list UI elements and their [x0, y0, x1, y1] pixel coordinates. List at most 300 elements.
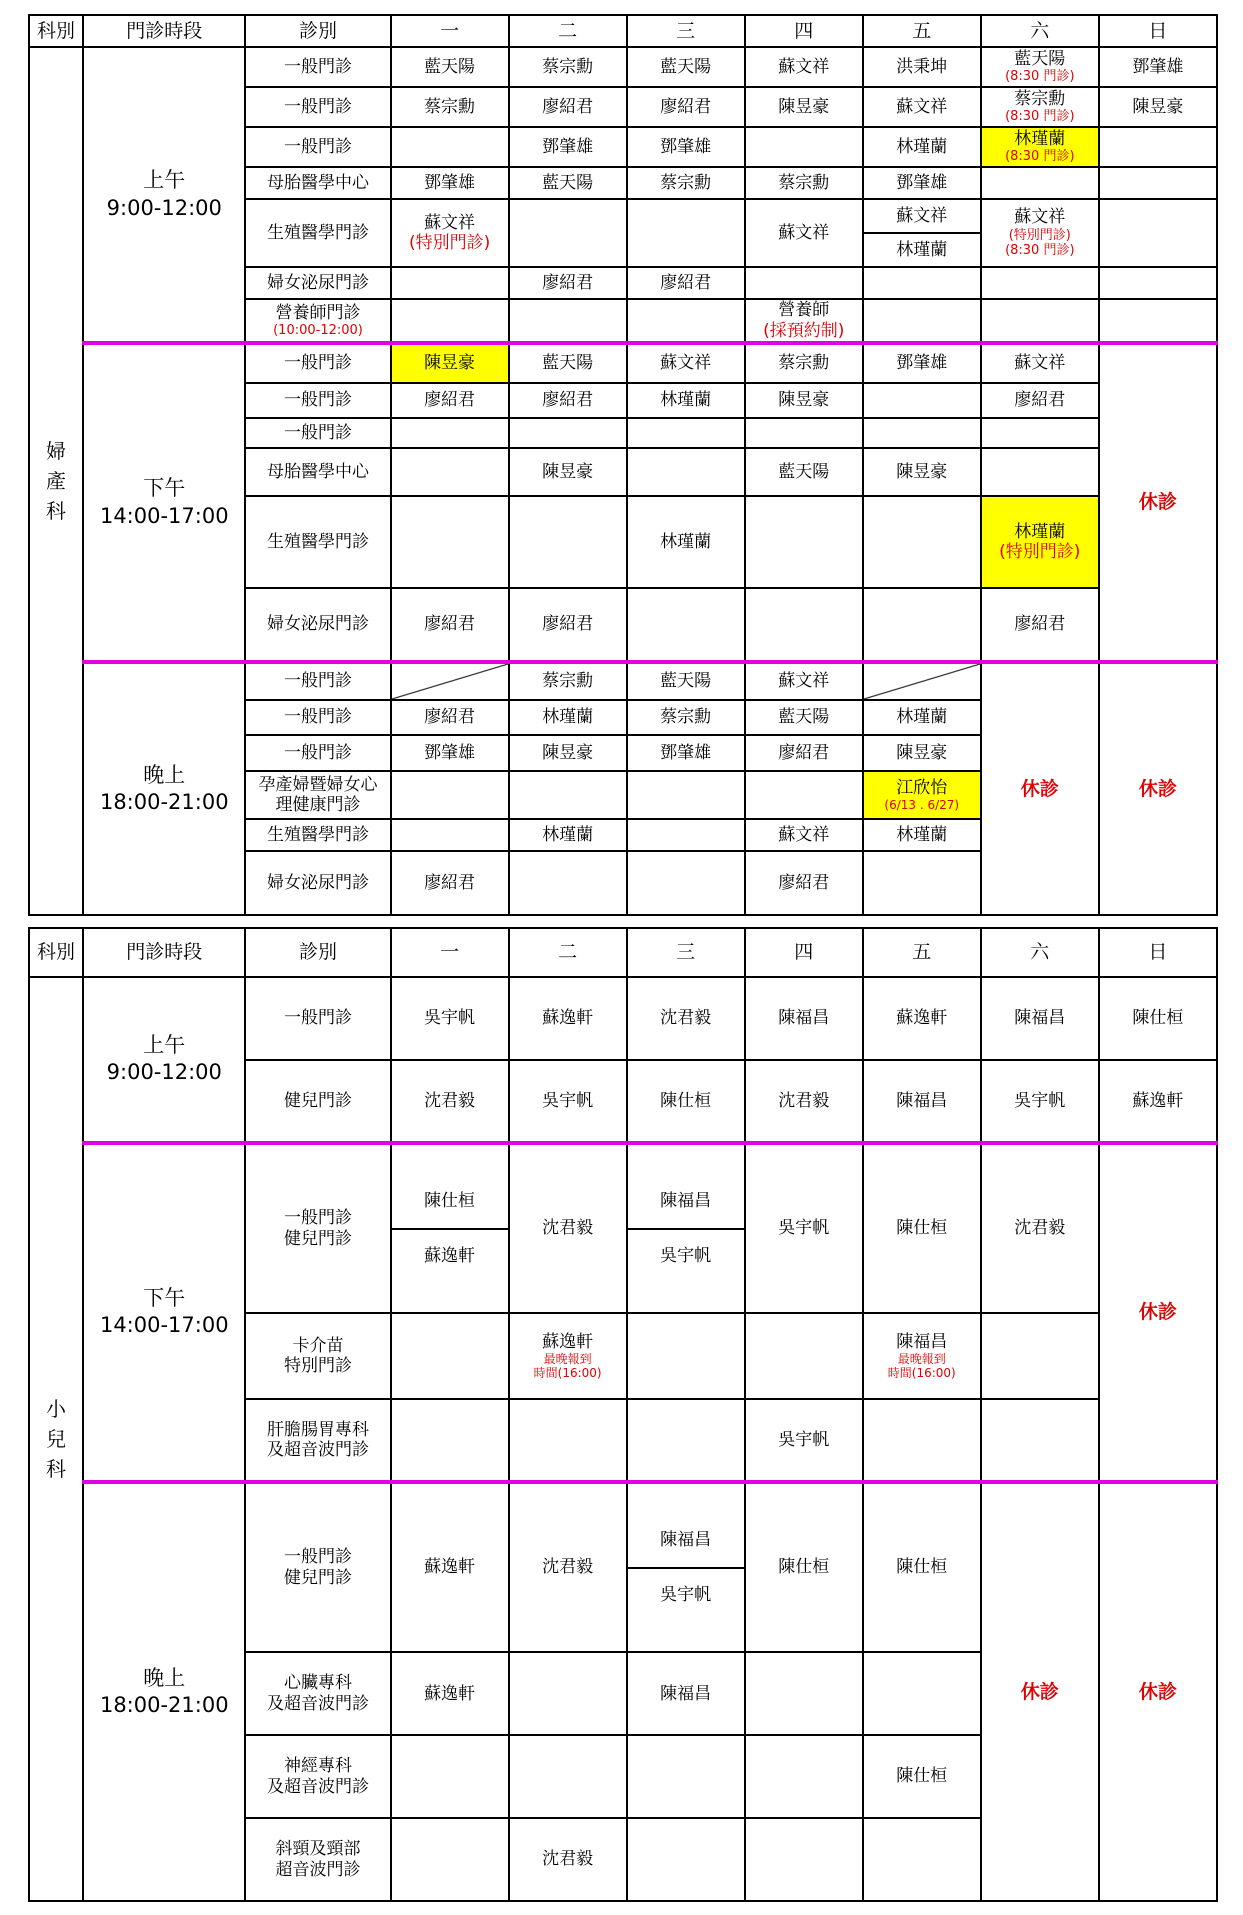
header-period: 門診時段 — [83, 15, 245, 47]
doctor-cell: 陳昱豪 — [745, 383, 863, 418]
clinic-name — [245, 771, 390, 819]
clinic-label: 及超音波門診 — [266, 1693, 369, 1714]
doctor-cell — [981, 299, 1099, 343]
closed-cell: 休診 — [981, 1482, 1099, 1901]
doctor-cell: 林瑾蘭 — [863, 819, 981, 851]
doctor-cell — [509, 1652, 627, 1735]
closed-cell: 休診 — [1099, 343, 1217, 662]
doctor-cell: 廖紹君 — [509, 588, 627, 662]
header-period: 門診時段 — [83, 928, 245, 977]
clinic-name: 一般門診 — [245, 418, 390, 448]
note: (特別門診) — [408, 233, 491, 253]
doctor-cell — [1099, 127, 1217, 167]
doctor-cell — [863, 851, 981, 915]
doctor-name: 陳福昌 — [660, 1529, 712, 1550]
doctor-cell: 沈君毅 — [509, 1482, 627, 1652]
doctor-name: 林瑾蘭 — [864, 232, 980, 266]
note: (特別門診) — [1008, 227, 1071, 243]
doctor-cell — [627, 851, 745, 915]
clinic-name: 一般門診 — [245, 127, 390, 167]
doctor-name: 江欣怡 — [896, 777, 948, 798]
doctor-cell: 林瑾蘭 — [509, 700, 627, 735]
doctor-cell: 陳仕桓 — [863, 1143, 981, 1313]
clinic-label: 特別門診 — [283, 1356, 352, 1377]
doctor-cell: 林瑾蘭 — [863, 700, 981, 735]
clinic-name: 一般門診 — [245, 343, 390, 383]
doctor-cell — [863, 267, 981, 299]
doctor-name: 陳福昌 — [660, 1190, 712, 1211]
doctor-cell: 蔡宗勳 — [509, 662, 627, 700]
header-fri: 五 — [863, 928, 981, 977]
doctor-cell — [627, 418, 745, 448]
period-morning — [83, 977, 245, 1143]
obgyn-schedule-table — [28, 14, 1218, 916]
doctor-cell: 陳昱豪 — [863, 448, 981, 496]
doctor-cell: 蘇逸軒 — [391, 1482, 509, 1652]
doctor-cell: 陳仕桓 — [863, 1482, 981, 1652]
header-fri: 五 — [863, 15, 981, 47]
doctor-cell — [627, 1313, 745, 1399]
doctor-name: 林瑾蘭 — [1014, 521, 1066, 542]
doctor-cell: 廖紹君 — [391, 383, 509, 418]
header-wed: 三 — [627, 15, 745, 47]
header-mon: 一 — [391, 928, 509, 977]
doctor-cell: 廖紹君 — [509, 267, 627, 299]
doctor-cell: 沈君毅 — [391, 1060, 509, 1143]
dept-char: 科 — [46, 1457, 67, 1482]
clinic-label: 超音波門診 — [275, 1859, 361, 1880]
doctor-name: 蘇逸軒 — [392, 1228, 508, 1283]
doctor-cell — [509, 299, 627, 343]
doctor-name: 吳宇帆 — [628, 1567, 744, 1622]
doctor-cell: 鄧肇雄 — [863, 343, 981, 383]
period-label: 上午 — [143, 1033, 186, 1058]
header-clinic: 診別 — [245, 15, 390, 47]
doctor-cell: 鄧肇雄 — [627, 735, 745, 771]
doctor-cell-highlight — [981, 127, 1099, 167]
doctor-cell — [863, 588, 981, 662]
period-time: 18:00-21:00 — [99, 790, 229, 814]
doctor-cell — [981, 267, 1099, 299]
doctor-cell: 藍天陽 — [745, 448, 863, 496]
doctor-cell — [745, 1818, 863, 1901]
note: 時間(16:00) — [887, 1366, 956, 1381]
clinic-label: 及超音波門診 — [266, 1776, 369, 1797]
doctor-cell: 吳宇帆 — [745, 1399, 863, 1482]
clinic-name: 婦女泌尿門診 — [245, 588, 390, 662]
doctor-cell — [391, 127, 509, 167]
doctor-cell-split — [391, 1143, 509, 1313]
doctor-name: 蘇文祥 — [896, 205, 948, 226]
dept-char: 婦 — [46, 439, 67, 463]
clinic-name: 一般門診 — [245, 383, 390, 418]
doctor-cell — [509, 199, 627, 267]
doctor-cell — [863, 496, 981, 588]
doctor-cell: 蔡宗勳 — [627, 700, 745, 735]
doctor-cell: 陳仕桓 — [863, 1735, 981, 1818]
dept-char: 小 — [46, 1397, 67, 1422]
header-sun: 日 — [1099, 15, 1217, 47]
doctor-name: 藍天陽 — [1014, 49, 1066, 69]
doctor-cell: 蘇文祥 — [745, 199, 863, 267]
doctor-cell — [391, 1313, 509, 1399]
doctor-cell — [627, 771, 745, 819]
doctor-cell — [1099, 167, 1217, 199]
doctor-cell — [509, 851, 627, 915]
doctor-cell: 蘇逸軒 — [509, 977, 627, 1060]
doctor-cell — [863, 383, 981, 418]
doctor-cell — [391, 299, 509, 343]
clinic-name — [245, 1143, 390, 1313]
doctor-cell: 廖紹君 — [391, 700, 509, 735]
doctor-cell — [745, 1735, 863, 1818]
doctor-cell: 陳昱豪 — [1099, 87, 1217, 127]
doctor-cell — [745, 299, 863, 343]
doctor-cell: 蔡宗勳 — [509, 47, 627, 87]
table-row — [29, 1143, 1217, 1313]
doctor-cell: 陳昱豪 — [745, 87, 863, 127]
period-evening — [83, 1482, 245, 1901]
doctor-cell — [981, 47, 1099, 87]
period-label: 下午 — [143, 476, 186, 501]
clinic-name — [245, 1652, 390, 1735]
doctor-cell: 洪秉坤 — [863, 47, 981, 87]
period-time: 9:00-12:00 — [106, 1060, 222, 1085]
doctor-cell — [391, 199, 509, 267]
doctor-cell — [745, 771, 863, 819]
doctor-cell: 蘇文祥 — [863, 87, 981, 127]
doctor-cell — [627, 1735, 745, 1818]
doctor-cell: 鄧肇雄 — [509, 127, 627, 167]
clinic-name: 一般門診 — [245, 977, 390, 1060]
doctor-cell — [863, 299, 981, 343]
period-morning — [83, 47, 245, 343]
doctor-cell: 蘇逸軒 — [391, 1652, 509, 1735]
header-sat: 六 — [981, 928, 1099, 977]
clinic-name — [245, 1399, 390, 1482]
doctor-name: 營養師 — [778, 300, 830, 321]
doctor-cell: 廖紹君 — [391, 588, 509, 662]
doctor-name: 蘇文祥 — [1014, 207, 1066, 228]
doctor-cell — [509, 1399, 627, 1482]
clinic-label: 健兒門診 — [283, 1228, 352, 1249]
clinic-name — [245, 1482, 390, 1652]
table-row — [29, 977, 1217, 1060]
period-label: 下午 — [143, 1286, 186, 1311]
doctor-cell — [391, 819, 509, 851]
doctor-cell — [627, 199, 745, 267]
doctor-cell: 吳宇帆 — [981, 1060, 1099, 1143]
period-time: 14:00-17:00 — [99, 1313, 229, 1338]
doctor-cell — [745, 127, 863, 167]
doctor-cell — [981, 1313, 1099, 1399]
doctor-cell — [391, 418, 509, 448]
doctor-cell: 廖紹君 — [627, 87, 745, 127]
period-afternoon — [83, 1143, 245, 1482]
header-thu: 四 — [745, 928, 863, 977]
header-tue: 二 — [509, 928, 627, 977]
note: (8:30 門診) — [1005, 109, 1075, 125]
doctor-cell: 廖紹君 — [627, 267, 745, 299]
doctor-cell: 吳宇帆 — [745, 1143, 863, 1313]
doctor-cell: 陳福昌 — [745, 977, 863, 1060]
doctor-name: 蔡宗勳 — [1014, 89, 1066, 109]
doctor-cell: 陳仕桓 — [1099, 977, 1217, 1060]
table-row — [29, 1482, 1217, 1652]
clinic-name — [245, 299, 390, 343]
clinic-name: 生殖醫學門診 — [245, 496, 390, 588]
doctor-name: 吳宇帆 — [628, 1228, 744, 1283]
doctor-cell — [745, 418, 863, 448]
period-evening — [83, 662, 245, 915]
clinic-label: 及超音波門診 — [266, 1440, 369, 1461]
dept-char: 產 — [46, 469, 67, 493]
doctor-cell: 藍天陽 — [745, 700, 863, 735]
doctor-cell — [391, 1735, 509, 1818]
clinic-name: 婦女泌尿門診 — [245, 851, 390, 915]
doctor-cell — [745, 1652, 863, 1735]
doctor-cell: 吳宇帆 — [391, 977, 509, 1060]
doctor-cell: 吳宇帆 — [509, 1060, 627, 1143]
clinic-label: 心臟專科 — [283, 1673, 352, 1694]
doctor-cell — [981, 1399, 1099, 1482]
doctor-cell — [509, 771, 627, 819]
clinic-label: 一般門診 — [283, 1547, 352, 1568]
doctor-cell — [1099, 199, 1217, 267]
doctor-cell — [627, 588, 745, 662]
doctor-cell: 廖紹君 — [391, 851, 509, 915]
doctor-cell: 廖紹君 — [981, 383, 1099, 418]
doctor-cell: 廖紹君 — [981, 588, 1099, 662]
doctor-cell — [863, 1399, 981, 1482]
header-wed: 三 — [627, 928, 745, 977]
doctor-cell: 藍天陽 — [627, 47, 745, 87]
doctor-cell-split — [627, 1143, 745, 1313]
doctor-cell — [745, 496, 863, 588]
doctor-cell: 沈君毅 — [981, 1143, 1099, 1313]
doctor-cell: 蘇逸軒 — [863, 977, 981, 1060]
doctor-cell — [391, 267, 509, 299]
note: (8:30 門診) — [1005, 243, 1075, 259]
clinic-label: 斜頸及頸部 — [275, 1839, 361, 1860]
clinic-label: 營養師門診 — [275, 302, 361, 323]
doctor-cell: 蔡宗勳 — [391, 87, 509, 127]
doctor-cell: 陳福昌 — [627, 1652, 745, 1735]
clinic-name: 生殖醫學門診 — [245, 819, 390, 851]
clinic-label: 理健康門診 — [275, 795, 361, 815]
clinic-label: 一般門診 — [283, 1208, 352, 1229]
period-time: 14:00-17:00 — [99, 503, 229, 528]
clinic-name: 母胎醫學中心 — [245, 448, 390, 496]
doctor-cell — [509, 418, 627, 448]
doctor-cell — [745, 588, 863, 662]
doctor-cell — [391, 496, 509, 588]
doctor-cell — [981, 448, 1099, 496]
header-sun: 日 — [1099, 928, 1217, 977]
note: 時間(16:00) — [533, 1366, 602, 1381]
period-label: 上午 — [143, 168, 186, 193]
doctor-cell-split — [863, 199, 981, 267]
note: (採預約制) — [763, 320, 845, 341]
doctor-cell — [863, 1313, 981, 1399]
doctor-cell: 蘇文祥 — [627, 343, 745, 383]
dept-obgyn — [29, 47, 83, 915]
doctor-cell — [627, 1818, 745, 1901]
doctor-cell — [1099, 267, 1217, 299]
header-tue: 二 — [509, 15, 627, 47]
doctor-cell: 鄧肇雄 — [391, 735, 509, 771]
clinic-name: 一般門診 — [245, 700, 390, 735]
doctor-cell — [627, 819, 745, 851]
clinic-label: 肝膽腸胃專科 — [266, 1419, 369, 1440]
doctor-cell — [391, 771, 509, 819]
dept-pediatrics — [29, 977, 83, 1901]
doctor-cell: 沈君毅 — [509, 1143, 627, 1313]
doctor-cell: 蔡宗勳 — [745, 343, 863, 383]
header-row — [29, 15, 1217, 47]
doctor-cell — [627, 299, 745, 343]
doctor-cell — [981, 418, 1099, 448]
doctor-cell-highlight: 陳昱豪 — [391, 343, 509, 383]
doctor-cell — [745, 1313, 863, 1399]
doctor-cell-highlight — [863, 771, 981, 819]
clinic-name: 一般門診 — [245, 47, 390, 87]
clinic-label: 孕產婦暨婦女心 — [258, 774, 378, 795]
header-mon: 一 — [391, 15, 509, 47]
doctor-cell-empty-slash — [391, 662, 509, 700]
doctor-cell — [391, 448, 509, 496]
doctor-cell: 林瑾蘭 — [627, 383, 745, 418]
doctor-cell — [745, 267, 863, 299]
doctor-cell: 陳福昌 — [981, 977, 1099, 1060]
clinic-name: 一般門診 — [245, 87, 390, 127]
doctor-name: 蘇文祥 — [424, 212, 476, 233]
period-afternoon — [83, 343, 245, 662]
doctor-cell: 林瑾蘭 — [627, 496, 745, 588]
doctor-cell: 鄧肇雄 — [627, 127, 745, 167]
closed-cell: 休診 — [1099, 1482, 1217, 1901]
table-row — [29, 662, 1217, 700]
doctor-name: 陳仕桓 — [424, 1190, 476, 1211]
note: (特別門診) — [999, 542, 1081, 562]
doctor-cell: 鄧肇雄 — [391, 167, 509, 199]
doctor-cell — [981, 199, 1099, 267]
doctor-cell: 藍天陽 — [627, 662, 745, 700]
doctor-cell: 藍天陽 — [391, 47, 509, 87]
clinic-label: 神經專科 — [283, 1756, 352, 1777]
note: 最晚報到 — [543, 1351, 592, 1366]
doctor-cell-empty-slash — [863, 662, 981, 700]
note: (8:30 門診) — [1005, 149, 1075, 165]
header-thu: 四 — [745, 15, 863, 47]
doctor-cell: 蔡宗勳 — [745, 167, 863, 199]
clinic-name: 生殖醫學門診 — [245, 199, 390, 267]
doctor-cell — [509, 1313, 627, 1399]
doctor-cell — [863, 1818, 981, 1901]
doctor-cell: 林瑾蘭 — [863, 127, 981, 167]
header-clinic: 診別 — [245, 928, 390, 977]
doctor-cell: 廖紹君 — [745, 735, 863, 771]
doctor-cell — [627, 448, 745, 496]
doctor-cell — [981, 87, 1099, 127]
closed-cell: 休診 — [1099, 1143, 1217, 1482]
clinic-name: 一般門診 — [245, 735, 390, 771]
period-time: 18:00-21:00 — [99, 1692, 229, 1717]
clinic-name: 健兒門診 — [245, 1060, 390, 1143]
period-label: 晚上 — [143, 762, 186, 787]
doctor-cell: 蘇文祥 — [745, 47, 863, 87]
doctor-cell: 陳昱豪 — [509, 448, 627, 496]
closed-cell: 休診 — [1099, 662, 1217, 915]
period-label: 晚上 — [143, 1665, 186, 1690]
clinic-name — [245, 1735, 390, 1818]
note: (8:30 門診) — [1005, 69, 1075, 85]
doctor-cell: 藍天陽 — [509, 167, 627, 199]
doctor-cell: 陳昱豪 — [509, 735, 627, 771]
doctor-cell — [627, 1399, 745, 1482]
dept-char: 兒 — [46, 1427, 67, 1452]
doctor-cell: 鄧肇雄 — [863, 167, 981, 199]
doctor-cell: 蘇文祥 — [745, 662, 863, 700]
table-row — [29, 47, 1217, 87]
header-row — [29, 928, 1217, 977]
doctor-cell: 陳福昌 — [863, 1060, 981, 1143]
doctor-name: 林瑾蘭 — [1014, 129, 1066, 149]
doctor-cell-highlight — [981, 496, 1099, 588]
doctor-cell: 陳昱豪 — [863, 735, 981, 771]
doctor-cell: 陳仕桓 — [627, 1060, 745, 1143]
clinic-name: 一般門診 — [245, 662, 390, 700]
header-sat: 六 — [981, 15, 1099, 47]
doctor-cell — [863, 418, 981, 448]
note: (6/13 . 6/27) — [884, 798, 960, 812]
clinic-label: 卡介苗 — [292, 1335, 344, 1356]
doctor-cell: 蘇文祥 — [981, 343, 1099, 383]
note: (10:00-12:00) — [273, 322, 363, 338]
doctor-cell: 藍天陽 — [509, 343, 627, 383]
doctor-cell: 廖紹君 — [745, 851, 863, 915]
doctor-name: 陳福昌 — [896, 1331, 948, 1352]
doctor-cell: 廖紹君 — [509, 383, 627, 418]
doctor-cell: 蘇文祥 — [745, 819, 863, 851]
clinic-name: 母胎醫學中心 — [245, 167, 390, 199]
pediatrics-schedule-table — [28, 927, 1218, 1902]
doctor-cell — [509, 496, 627, 588]
doctor-cell — [391, 1818, 509, 1901]
doctor-cell: 蔡宗勳 — [627, 167, 745, 199]
doctor-cell — [1099, 299, 1217, 343]
doctor-cell — [863, 1652, 981, 1735]
header-dept: 科別 — [29, 15, 83, 47]
closed-cell: 休診 — [981, 662, 1099, 915]
doctor-cell: 廖紹君 — [509, 87, 627, 127]
doctor-cell — [981, 167, 1099, 199]
period-time: 9:00-12:00 — [106, 195, 222, 220]
note: 最晚報到 — [897, 1351, 946, 1366]
dept-char: 科 — [46, 499, 67, 523]
doctor-cell — [391, 1399, 509, 1482]
doctor-cell: 蘇逸軒 — [1099, 1060, 1217, 1143]
clinic-name — [245, 1313, 390, 1399]
doctor-cell: 沈君毅 — [627, 977, 745, 1060]
doctor-cell — [509, 1735, 627, 1818]
doctor-cell: 鄧肇雄 — [1099, 47, 1217, 87]
table-row — [29, 343, 1217, 383]
doctor-cell: 陳仕桓 — [745, 1482, 863, 1652]
doctor-cell-split — [627, 1482, 745, 1652]
doctor-cell: 沈君毅 — [745, 1060, 863, 1143]
doctor-cell: 林瑾蘭 — [509, 819, 627, 851]
